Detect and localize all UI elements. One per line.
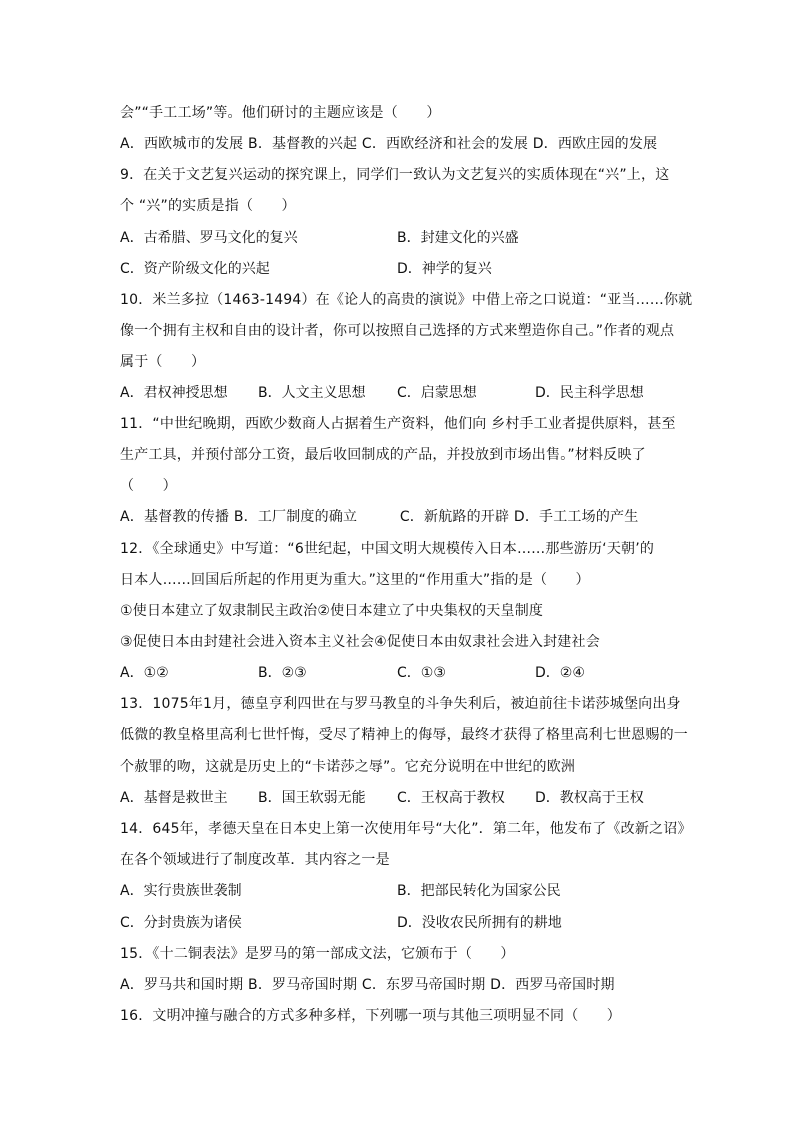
- q13-option-b: B．国王软弱无能: [258, 790, 366, 806]
- q12-stem-line1: 12．《全球通史》中写道：“6世纪起，中国文明大规模传入日本……那些游历‘天朝’的: [120, 541, 655, 557]
- q10-option-a: A．君权神授思想: [120, 385, 228, 401]
- q13-option-c: C．王权高于教权: [397, 790, 505, 806]
- q15-options: A．罗马共和国时期 B．罗马帝国时期 C．东罗马帝国时期 D．西罗马帝国时期: [120, 977, 615, 993]
- q11-stem-line3: （ ）: [120, 478, 177, 494]
- q12-option-b: B．②③: [258, 665, 307, 681]
- q9-option-a: A．古希腊、罗马文化的复兴: [120, 230, 298, 246]
- q12-option-c: C．①③: [397, 665, 446, 681]
- q10-option-c: C．启蒙思想: [397, 385, 477, 401]
- q12-stem-line2: 日本人……回国后所起的作用更为重大。”这里的“作用重大”指的是（ ）: [120, 572, 590, 588]
- q14-stem-line1: 14．645年，孝德天皇在日本史上第一次使用年号“大化”．第二年，他发布了《改新之诏》: [120, 821, 692, 837]
- q16-stem: 16．文明冲撞与融合的方式多种多样，下列哪一项与其他三项明显不同（ ）: [120, 1008, 622, 1024]
- q11-stem-line1: 11．“中世纪晚期，西欧少数商人占据着生产资料，他们向 乡村手工业者提供原料，甚至: [120, 416, 676, 432]
- q10-stem-line3: 属于（ ）: [120, 354, 206, 370]
- q10-option-b: B．人文主义思想: [258, 385, 366, 401]
- q15-stem: 15．《十二铜表法》是罗马的第一部成文法，它颁布于（ ）: [120, 946, 515, 962]
- q9-option-c: C．资产阶级文化的兴起: [120, 261, 270, 277]
- q10-stem-line1: 10．米兰多拉（1463-1494）在《论人的高贵的演说》中借上帝之口说道：“亚当……你就: [120, 292, 693, 308]
- q8-stem-end: 会”“手工工场”等。他们研讨的主题应该是（ ）: [120, 105, 441, 121]
- q9-stem-line2: 个 “兴”的实质是指（ ）: [120, 198, 296, 214]
- q12-option-d: D．②④: [535, 665, 585, 681]
- q13-option-d: D．教权高于王权: [535, 790, 644, 806]
- q14-option-b: B．把部民转化为国家公民: [397, 883, 561, 899]
- q14-stem-line2: 在各个领域进行了制度改革．其内容之一是: [120, 852, 390, 868]
- q10-option-d: D．民主科学思想: [535, 385, 644, 401]
- q14-option-a: A．实行贵族世袭制: [120, 883, 242, 899]
- q14-option-d: D．没收农民所拥有的耕地: [397, 915, 562, 931]
- q9-option-d: D．神学的复兴: [397, 261, 492, 277]
- q12-statements-1-2: ①使日本建立了奴隶制民主政治②使日本建立了中央集权的天皇制度: [120, 603, 544, 619]
- q14-option-c: C．分封贵族为诸侯: [120, 915, 242, 931]
- q12-statements-3-4: ③促使日本由封建社会进入资本主义社会④促使日本由奴隶社会进入封建社会: [120, 634, 600, 650]
- q8-options: A．西欧城市的发展 B．基督教的兴起 C．西欧经济和社会的发展 D．西欧庄园的发展: [120, 136, 658, 152]
- q11-options: A．基督教的传播 B．工厂制度的确立 C．新航路的开辟 D．手工工场的产生: [120, 509, 639, 525]
- q13-option-a: A．基督是救世主: [120, 790, 228, 806]
- q10-stem-line2: 像一个拥有主权和自由的设计者，你可以按照自己选择的方式来塑造你自己。”作者的观点: [120, 323, 675, 339]
- q13-stem-line1: 13．1075年1月，德皇亨利四世在与罗马教皇的斗争失利后，被迫前往卡诺莎城堡向出身: [120, 696, 681, 712]
- q11-stem-line2: 生产工具，并预付部分工资，最后收回制成的产品，并投放到市场出售。”材料反映了: [120, 447, 646, 463]
- q12-option-a: A．①②: [120, 665, 169, 681]
- q9-stem-line1: 9．在关于文艺复兴运动的探究课上，同学们一致认为文艺复兴的实质体现在“兴”上，这: [120, 167, 670, 183]
- q13-stem-line3: 个赦罪的吻，这就是历史上的“卡诺莎之辱”。它充分说明在中世纪的欧洲: [120, 759, 576, 775]
- q13-stem-line2: 低微的教皇格里高利七世忏悔，受尽了精神上的侮辱，最终才获得了格里高利七世恩赐的一: [120, 727, 688, 743]
- q9-option-b: B．封建文化的兴盛: [397, 230, 519, 246]
